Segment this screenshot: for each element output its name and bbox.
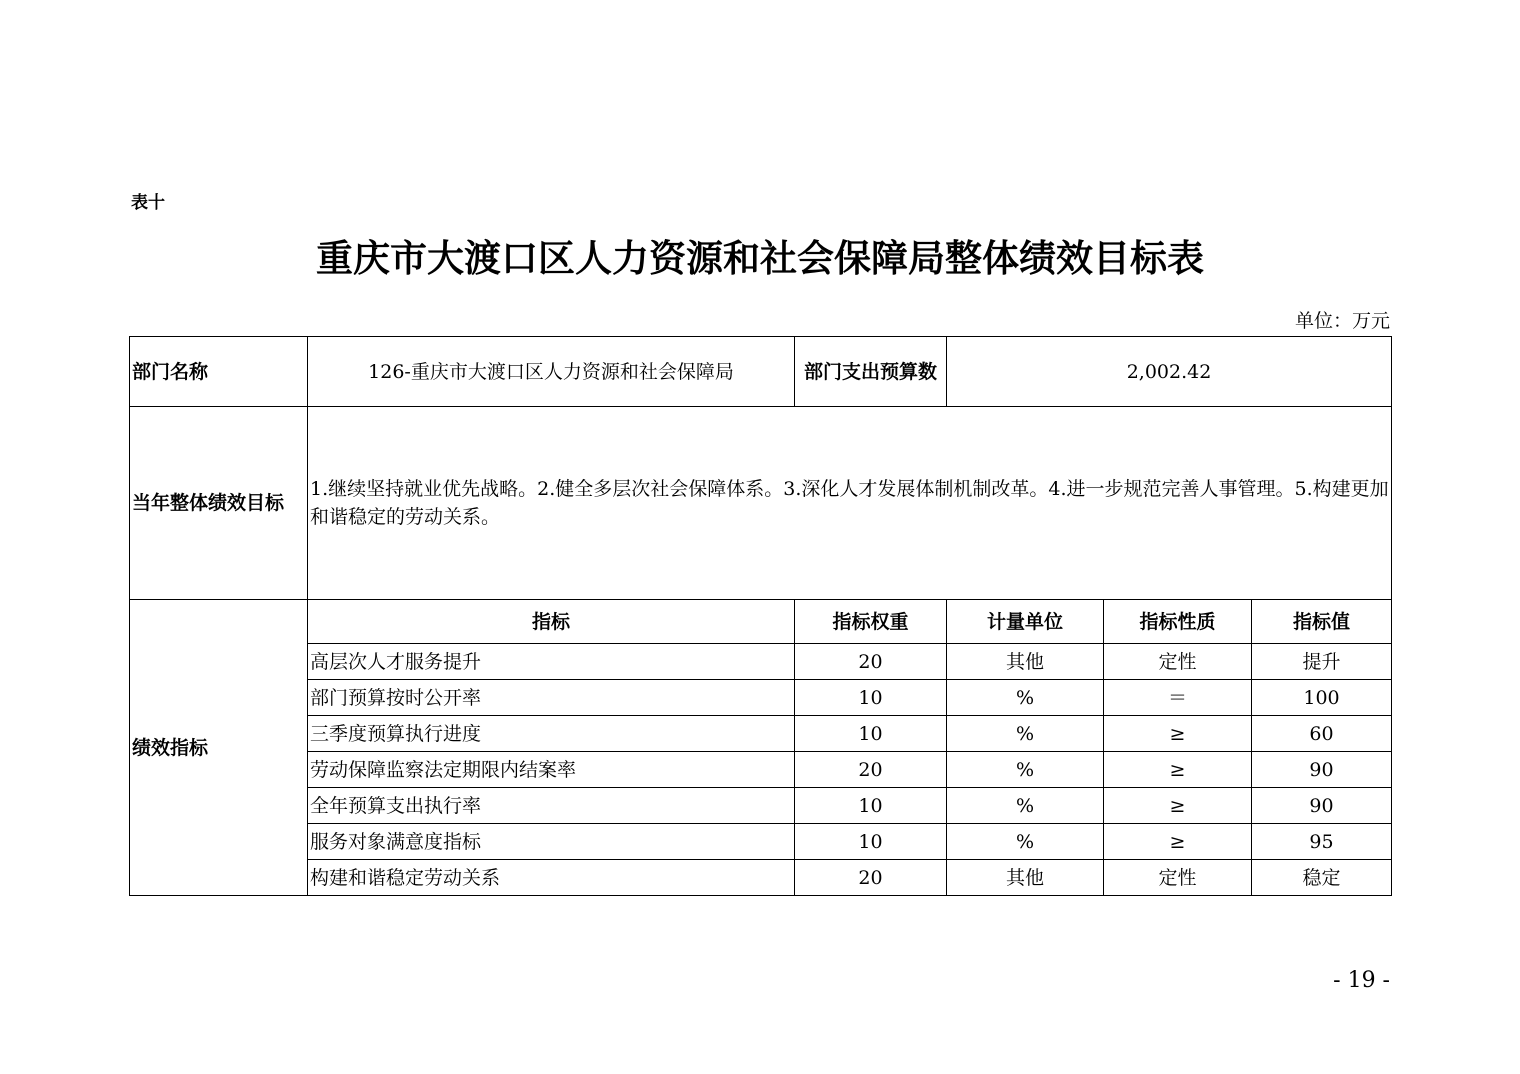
dept-row [130,337,1392,407]
column-header: 指标 [308,600,795,644]
table-row [130,860,1392,896]
indicator-nature: ≥ [1104,716,1252,752]
indicators-section-label: 绩效指标 [130,600,308,896]
goal-text: 1.继续坚持就业优先战略。2.健全多层次社会保障体系。3.深化人才发展体制机制改革。4.进一步规范完善人事管理。5.构建更加和谐稳定的劳动关系。 [308,407,1392,600]
indicator-unit: % [947,680,1104,716]
indicator-name: 全年预算支出执行率 [308,788,795,824]
dept-name-value: 126-重庆市大渡口区人力资源和社会保障局 [308,337,795,407]
goal-row [130,407,1392,600]
table-row [130,824,1392,860]
indicator-weight: 10 [795,788,947,824]
column-header: 指标权重 [795,600,947,644]
dept-name-label: 部门名称 [130,337,308,407]
column-header: 指标性质 [1104,600,1252,644]
column-header: 指标值 [1252,600,1392,644]
budget-value: 2,002.42 [947,337,1392,407]
indicator-weight: 10 [795,824,947,860]
indicator-nature: 定性 [1104,860,1252,896]
indicator-value: 提升 [1252,644,1392,680]
table-row [130,680,1392,716]
unit-label: 单位：万元 [1294,310,1390,332]
indicator-unit: 其他 [947,860,1104,896]
indicator-value: 90 [1252,788,1392,824]
indicator-value: 稳定 [1252,860,1392,896]
table-label: 表十 [131,193,165,213]
table-row [130,716,1392,752]
indicator-name: 服务对象满意度指标 [308,824,795,860]
indicator-weight: 10 [795,680,947,716]
indicator-name: 构建和谐稳定劳动关系 [308,860,795,896]
table-row [130,752,1392,788]
indicator-value: 90 [1252,752,1392,788]
indicator-name: 劳动保障监察法定期限内结案率 [308,752,795,788]
indicator-weight: 20 [795,752,947,788]
indicator-unit: 其他 [947,644,1104,680]
table-row [130,788,1392,824]
budget-label: 部门支出预算数 [795,337,947,407]
indicator-nature: ≥ [1104,752,1252,788]
indicator-header-row [130,600,1392,644]
indicator-weight: 10 [795,716,947,752]
column-header: 计量单位 [947,600,1104,644]
indicator-unit: % [947,824,1104,860]
indicator-name: 三季度预算执行进度 [308,716,795,752]
indicator-nature: ＝ [1104,680,1252,716]
indicator-name: 部门预算按时公开率 [308,680,795,716]
page-title: 重庆市大渡口区人力资源和社会保障局整体绩效目标表 [316,237,1204,280]
indicator-unit: % [947,716,1104,752]
indicator-nature: ≥ [1104,788,1252,824]
indicator-name: 高层次人才服务提升 [308,644,795,680]
page-number: - 19 - [1333,968,1390,993]
indicator-unit: % [947,788,1104,824]
indicator-value: 95 [1252,824,1392,860]
indicator-weight: 20 [795,860,947,896]
indicator-value: 100 [1252,680,1392,716]
indicator-nature: ≥ [1104,824,1252,860]
indicator-nature: 定性 [1104,644,1252,680]
indicator-unit: % [947,752,1104,788]
indicator-weight: 20 [795,644,947,680]
goal-label: 当年整体绩效目标 [130,407,308,600]
performance-table [129,336,1392,896]
indicator-value: 60 [1252,716,1392,752]
table-row [130,644,1392,680]
